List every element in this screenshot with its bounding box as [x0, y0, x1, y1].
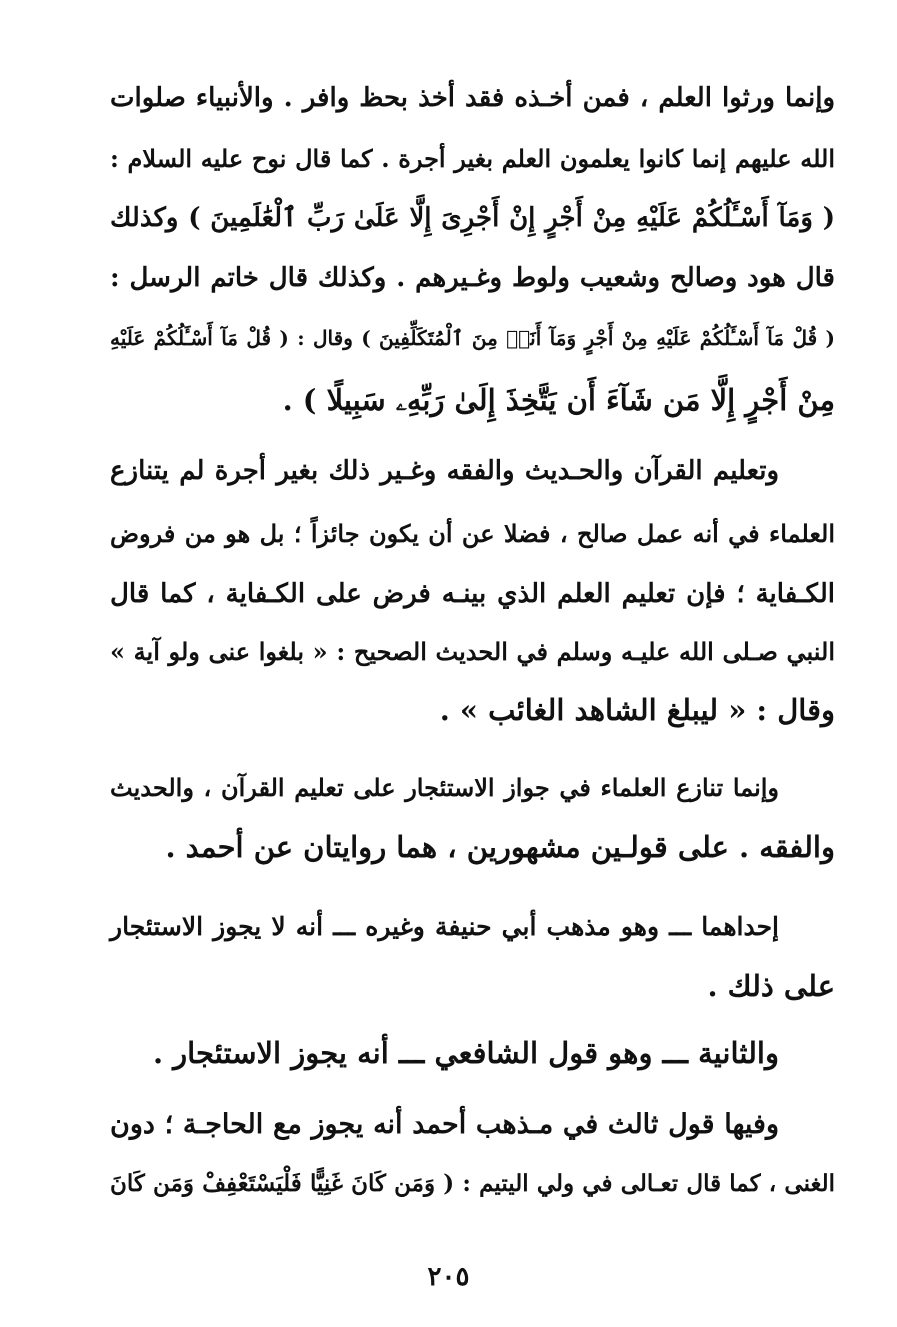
paragraph-first-line: وإنما تنازع العلماء في جواز الاستئجار على تعليم القرآن ، والحديث [110, 773, 779, 802]
text-line: والفقه . على قولـين مشهورين ، هما روايتان عن أحمد . [165, 830, 835, 864]
text-line: وقال : « ليبلغ الشاهد الغائب » . [439, 693, 835, 727]
text-line: قال هود وصالح وشعيب ولوط وغـيرهم . وكذلك قال خاتم الرسل : [110, 263, 835, 293]
text-line: العلماء في أنه عمل صالح ، فضلا عن أن يكون جائزاً ؛ بل هو من فروض [110, 519, 836, 548]
text-line-with-verse: مِنْ أَجْرٍ إِلَّا مَن شَآءَ أَن يَتَّخِذَ إِلَىٰ رَبِّهِۦ سَبِيلًا ) . [282, 383, 835, 417]
page-number: ٢٠٥ [427, 1262, 470, 1292]
text-line-with-verse: الغنى ، كما قال تعـالى في ولي اليتيم : ( وَمَن كَانَ غَنِيًّا فَلْيَسْتَعْفِفْ وَمَن كَانَ [110, 1170, 835, 1197]
paragraph-first-line: وفيها قول ثالث في مـذهب أحمد أنه يجوز مع الحاجـة ؛ دون [110, 1109, 779, 1140]
text-line: الله عليهم إنما كانوا يعلمون العلم بغير أجرة . كما قال نوح عليه السلام : [110, 144, 835, 173]
text-line: الكـفاية ؛ فإن تعليم العلم الذي بينـه فرض على الكـفاية ، كما قال [110, 579, 835, 609]
text-line: على ذلك . [707, 969, 835, 1003]
text-line: النبي صـلى الله عليـه وسلم في الحديث الصحيح : « بلغوا عنى ولو آية » [110, 637, 835, 666]
paragraph-first-line: والثانية ـــ وهو قول الشافعي ـــ أنه يجوز الاستئجار . [152, 1036, 779, 1070]
text-line-with-verse: ( وَمَآ أَسْـَٔلُكُمْ عَلَيْهِ مِنْ أَجْرٍ إِنْ أَجْرِىَ إِلَّا عَلَىٰ رَبِّ ٱلْعَٰلَمِينَ ) وكذلك [110, 203, 835, 233]
text-line: وإنما ورثوا العلم ، فمن أخـذه فقد أخذ بحظ وافر . والأنبياء صلوات [110, 83, 835, 113]
text-line-with-verse: ( قُلْ مَآ أَسْـَٔلُكُمْ عَلَيْهِ مِنْ أَجْرٍ وَمَآ أَنَا۠ مِنَ ٱلْمُتَكَلِّفِينَ ) وقال : ( قُلْ مَآ أَسْـَٔلُكُمْ عَلَيْهِ [110, 326, 835, 350]
paragraph-first-line: إحداهما ـــ وهو مذهب أبي حنيفة وغيره ـــ أنه لا يجوز الاستئجار [110, 912, 779, 941]
paragraph-first-line: وتعليم القرآن والحـديث والفقه وغـير ذلك بغير أجرة لم يتنازع [110, 456, 779, 486]
